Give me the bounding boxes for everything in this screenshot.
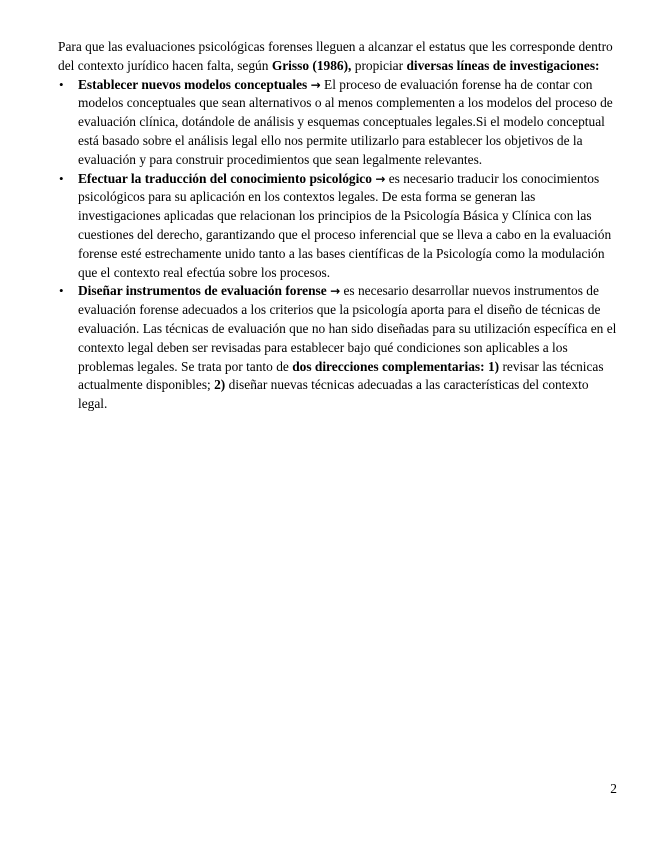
list-item-title: Diseñar instrumentos de evaluación forense xyxy=(78,283,327,299)
list-item-assessment-instruments xyxy=(58,282,620,414)
list-item-title: Efectuar la traducción del conocimiento psicológico xyxy=(78,170,372,186)
list-item-knowledge-translation xyxy=(58,170,620,283)
enumeration-number: 2) xyxy=(210,377,226,393)
intro-text: Para que las evaluaciones psicológicas forenses lleguen a alcanzar el estatus que les corresponde dentro del contexto jurídico hacen falta, según xyxy=(58,39,613,73)
list-item-title: Establecer nuevos modelos conceptuales xyxy=(78,76,308,92)
arrow-icon: → xyxy=(375,171,386,186)
document-page xyxy=(58,38,620,414)
bullet-icon: • xyxy=(59,76,64,92)
list-item-conceptual-models xyxy=(58,76,620,170)
list-item-body: El proceso de evaluación forense ha de contar con modelos conceptuales que sean alternativos o al menos complementen a los modelos del proceso de evaluación clínica, dotándole de análisis y esquemas conceptuales legales.Si el modelo conceptual está basado sobre el análisis legal ello nos permite utilizarlo para establecer los objetivos de la evaluación y para construir procedimientos que sean legalmente relevantes. xyxy=(78,76,613,167)
research-lines-list xyxy=(58,76,620,414)
page-number: 2 xyxy=(610,781,617,796)
list-item-emphasis: dos direcciones complementarias: xyxy=(292,358,485,374)
enumeration-item: revisar las técnicas actualmente disponibles; xyxy=(78,358,604,393)
list-item-body: es necesario desarrollar nuevos instrumentos de evaluación forense adecuados a los criterios que la psicología aporta para el diseño de técnicas de evaluación. Las técnicas de evaluación que no han sido diseñadas para su utilización específica en el contexto legal deben ser revisadas para establecer bajo qué condiciones son aplicables a los problemas legales. Se trata por tanto de xyxy=(78,283,617,374)
list-item-body: es necesario traducir los conocimientos psicológicos para su aplicación en los contextos legales. De esta forma se generan las investigaciones aplicadas que relacionan los principios de la Psicología Básica y Clínica con las cuestiones del derecho, garantizando que el proceso inferencial que se lleva a cabo en la evaluación forense esté estrechamente unido tanto a las bases científicas de la Psicología como la modulación que el contexto real efectúa sobre los procesos. xyxy=(78,170,612,280)
intro-citation: Grisso (1986), xyxy=(271,57,352,73)
intro-emphasis: diversas líneas de investigaciones: xyxy=(406,57,600,73)
bullet-icon: • xyxy=(59,170,64,186)
enumeration-item: diseñar nuevas técnicas adecuadas a las características del contexto legal. xyxy=(78,377,589,412)
intro-paragraph xyxy=(58,38,620,76)
arrow-icon: → xyxy=(330,284,341,299)
enumeration-number: 1) xyxy=(484,358,500,374)
bullet-icon: • xyxy=(59,283,64,299)
arrow-icon: → xyxy=(310,77,321,92)
intro-text-continued: propiciar xyxy=(351,57,407,73)
